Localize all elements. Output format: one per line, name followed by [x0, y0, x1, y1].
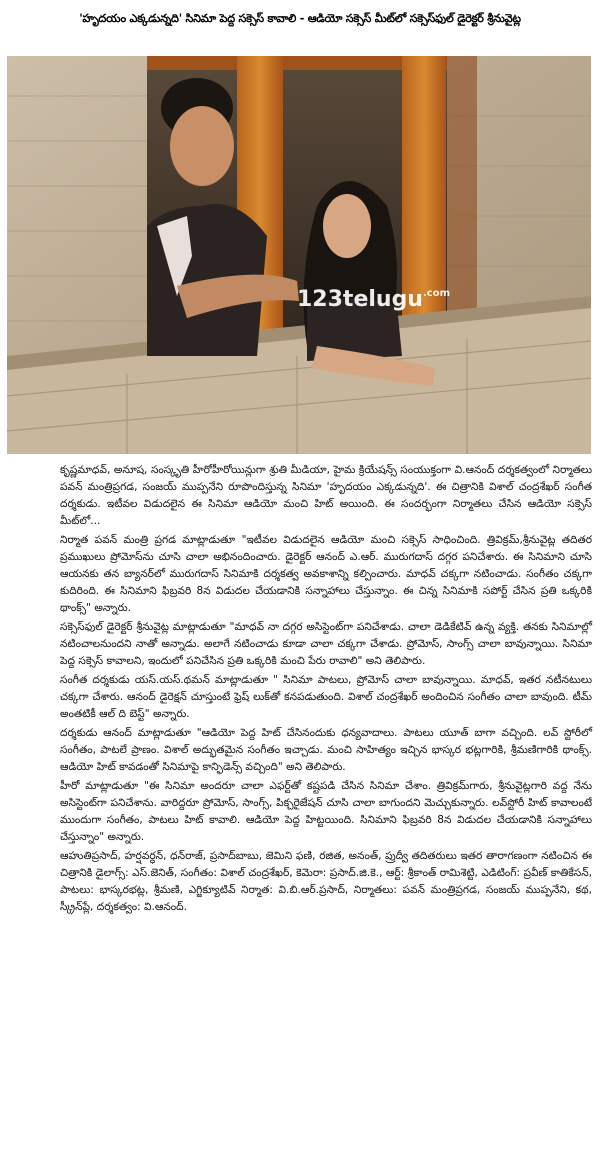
headline: 'హృదయం ఎక్కడున్నది' సినిమా పెద్ద సక్సెస్ కావాలి - ఆడియో సక్సెస్ మీట్‌లో సక్సెస్‌ఫుల్ డైరెక్టర్ శ్రీనువైట్ల: [79, 12, 521, 25]
movie-still-illustration: [7, 56, 591, 454]
article-paragraph: నిర్మాత పవన్ మంత్రి ప్రగడ మాట్లాడుతూ "ఇటీవల విడుదలైన ఆడియో మంచి సక్సెస్ సాధించింది. త్రివిక్రమ్,శ్రీనువైట్ల తదితర ప్రముఖులు ప్రోమోస్‌ను చూసి చాలా అభినందించారు. డైరెక్టర్ ఆనంద్ ఎ.ఆర్. మురుగదాస్ దగ్గర పనిచేశారు. ఈ సినిమాని చూసి ఆయనకు తన బ్యానర్‌లో మురుగదాస్ సినిమాకి దర్శకత్వ అవకాశాన్ని కల్పించారు. మాధవ్ చక్కగా నటించాడు. సంగీతం చక్కగా కుదిరింది. ఈ సినిమాని ఫిబ్రవరి 8న విడుదల చేయడానికి సన్నాహాలు చేస్తున్నాం. ఈ చిన్న సినిమాకి సపోర్ట్ చేసిన ప్రతి ఒక్కరికి థాంక్స్" అన్నారు.: [60, 534, 592, 614]
article-paragraph: కృష్ణమాధవ్, అనూష, సంస్కృతి హీరోహీరోయిన్లుగా శ్రుతి మీడియా, హైమ క్రియేషన్స్ సంయుక్తంగా వి.ఆనంద్ దర్శకత్వంలో నిర్మాతలు పవన్ మంత్రిప్రగడ, సంజయ్ ముప్పనేని రూపొందిస్తున్న సినిమా 'హృదయం ఎక్కడున్నది'. ఈ చిత్రానికి విశాల్ చంద్రశేఖర్ సంగీత దర్శకుడు. ఇటీవల విడుదలైన ఈ సినిమా ఆడియో మంచి హిట్ అయింది. ఈ సందర్భంగా నిర్మాతలు చేసిన ఆడియో సక్సెస్ మీట్‌లో...: [60, 464, 592, 527]
article-paragraph: దర్శకుడు ఆనంద్ మాట్లాడుతూ "ఆడియో పెద్ద హిట్ చేసినందుకు ధన్యవాదాలు. పాటలు యూత్ బాగా వచ్చింది. లవ్ స్టోరీలో సంగీతం, పాటలే ప్రాణం. విశాల్ అద్భుతమైన సంగీతం ఇచ్చాడు. మంచి సాహిత్యం ఇచ్చిన భాస్కర భట్లగారికి, శ్రీమణిగారికి థాంక్స్. ఆడియో హిట్ కావడంతో సినిమాపై కాన్ఫిడెన్స్ వచ్చింది" అని తెలిపారు.: [60, 727, 592, 773]
article-paragraph: సంగీత దర్శకుడు యస్.యస్.థమన్ మాట్లాడుతూ " సినిమా పాటలు, ప్రోమోస్ చాలా బావున్నాయి. మాధవ్, ఇతర నటీనటులు చక్కగా చేశారు. ఆనంద్ డైరెక్షన్ చూస్తుంటే ఫ్రెష్ లుక్‌తో కనపడుతుంది. విశాల్ చంద్రశేఖర్ అందించిన సంగీతం చాలా బావుంది. టీమ్ అంతటికీ ఆల్ ది బెస్ట్" అన్నారు.: [60, 674, 592, 720]
article-paragraph: హీరో మాట్లాడుతూ "ఈ సినిమా అందరూ చాలా ఎఫర్ట్‌తో కష్టపడి చేసిన సినిమా చేశాం. త్రివిక్రమ్‌గారు, శ్రీనువైట్లగారి వద్ద నేను అసిస్టెంట్‌గా పనిచేశాను. వారిద్దరూ ప్రోమోస్, సాంగ్స్, పిక్చరైజేషన్ చూసి చాలా బాగుందని మెచ్చుకున్నారు. లవ్‌స్టోరీ హిట్ కావాలంటే ముందుగా సంగీతం, పాటలు హిట్ కావాలి. ఆడియో పెద్ద హిట్టయింది. సినిమాని ఫిబ్రవరి 8న విడుదల చేయడానికి సన్నాహాలు చేస్తున్నాం" అన్నారు.: [60, 780, 592, 843]
watermark-logo: 123telugu$^{.com}$: [297, 287, 451, 312]
movie-still-photo: [7, 56, 591, 454]
article-paragraph: సక్సెస్‌ఫుల్ డైరెక్టర్ శ్రీనువైట్ల మాట్లాడుతూ "మాధవ్ నా దగ్గర అసిస్టెంట్‌గా పనిచేశాడు. చాలా డెడికేటివ్ ఉన్న వ్యక్తి. తనకు సినిమాల్లో నటించాలనుందని నాతో అన్నాడు. అలాగే నటించాడు కూడా చాలా చక్కగా చేశాడు. ప్రోమోస్, సాంగ్స్ చాలా బావున్నాయి. సినిమా పెద్ద సక్సెస్ కావాలని, ఇందులో పనిచేసిన ప్రతి ఒక్కరికి మంచి పేరు రావాలి" అని తెలిపారు.: [60, 621, 592, 667]
article-paragraph: ఆహుతిప్రసాద్, హర్షవర్ధన్, ధన్‌రాజ్, ప్రసాద్‌బాబు, జెమిని ఫణి, రజిత, అనంత్, ప్రుద్వీ తదితరులు ఇతర తారాగణంగా నటించిన ఈ చిత్రానికి డైలాగ్స్: ఎస్.జెనిత్, సంగీతం: విశాల్ చంద్రశేఖర్, కెమెరా: ప్రసాద్.జి.కె., ఆర్ట్: శ్రీకాంత్ రామిశెట్టి, ఎడిటింగ్: ప్రవీణ్ కాతికేసన్, పాటలు: భాస్కరభట్ల, శ్రీమణి, ఎగ్జిక్యూటివ్ నిర్మాత: వి.బి.ఆర్.ప్రసాద్, నిర్మాతలు: పవన్ మంత్రిప్రగడ, సంజయ్ ముప్పనేని, కథ, స్క్రీన్‌ప్లే, దర్శకత్వం: వి.ఆనంద్.: [60, 850, 592, 913]
article-body: [60, 462, 592, 918]
